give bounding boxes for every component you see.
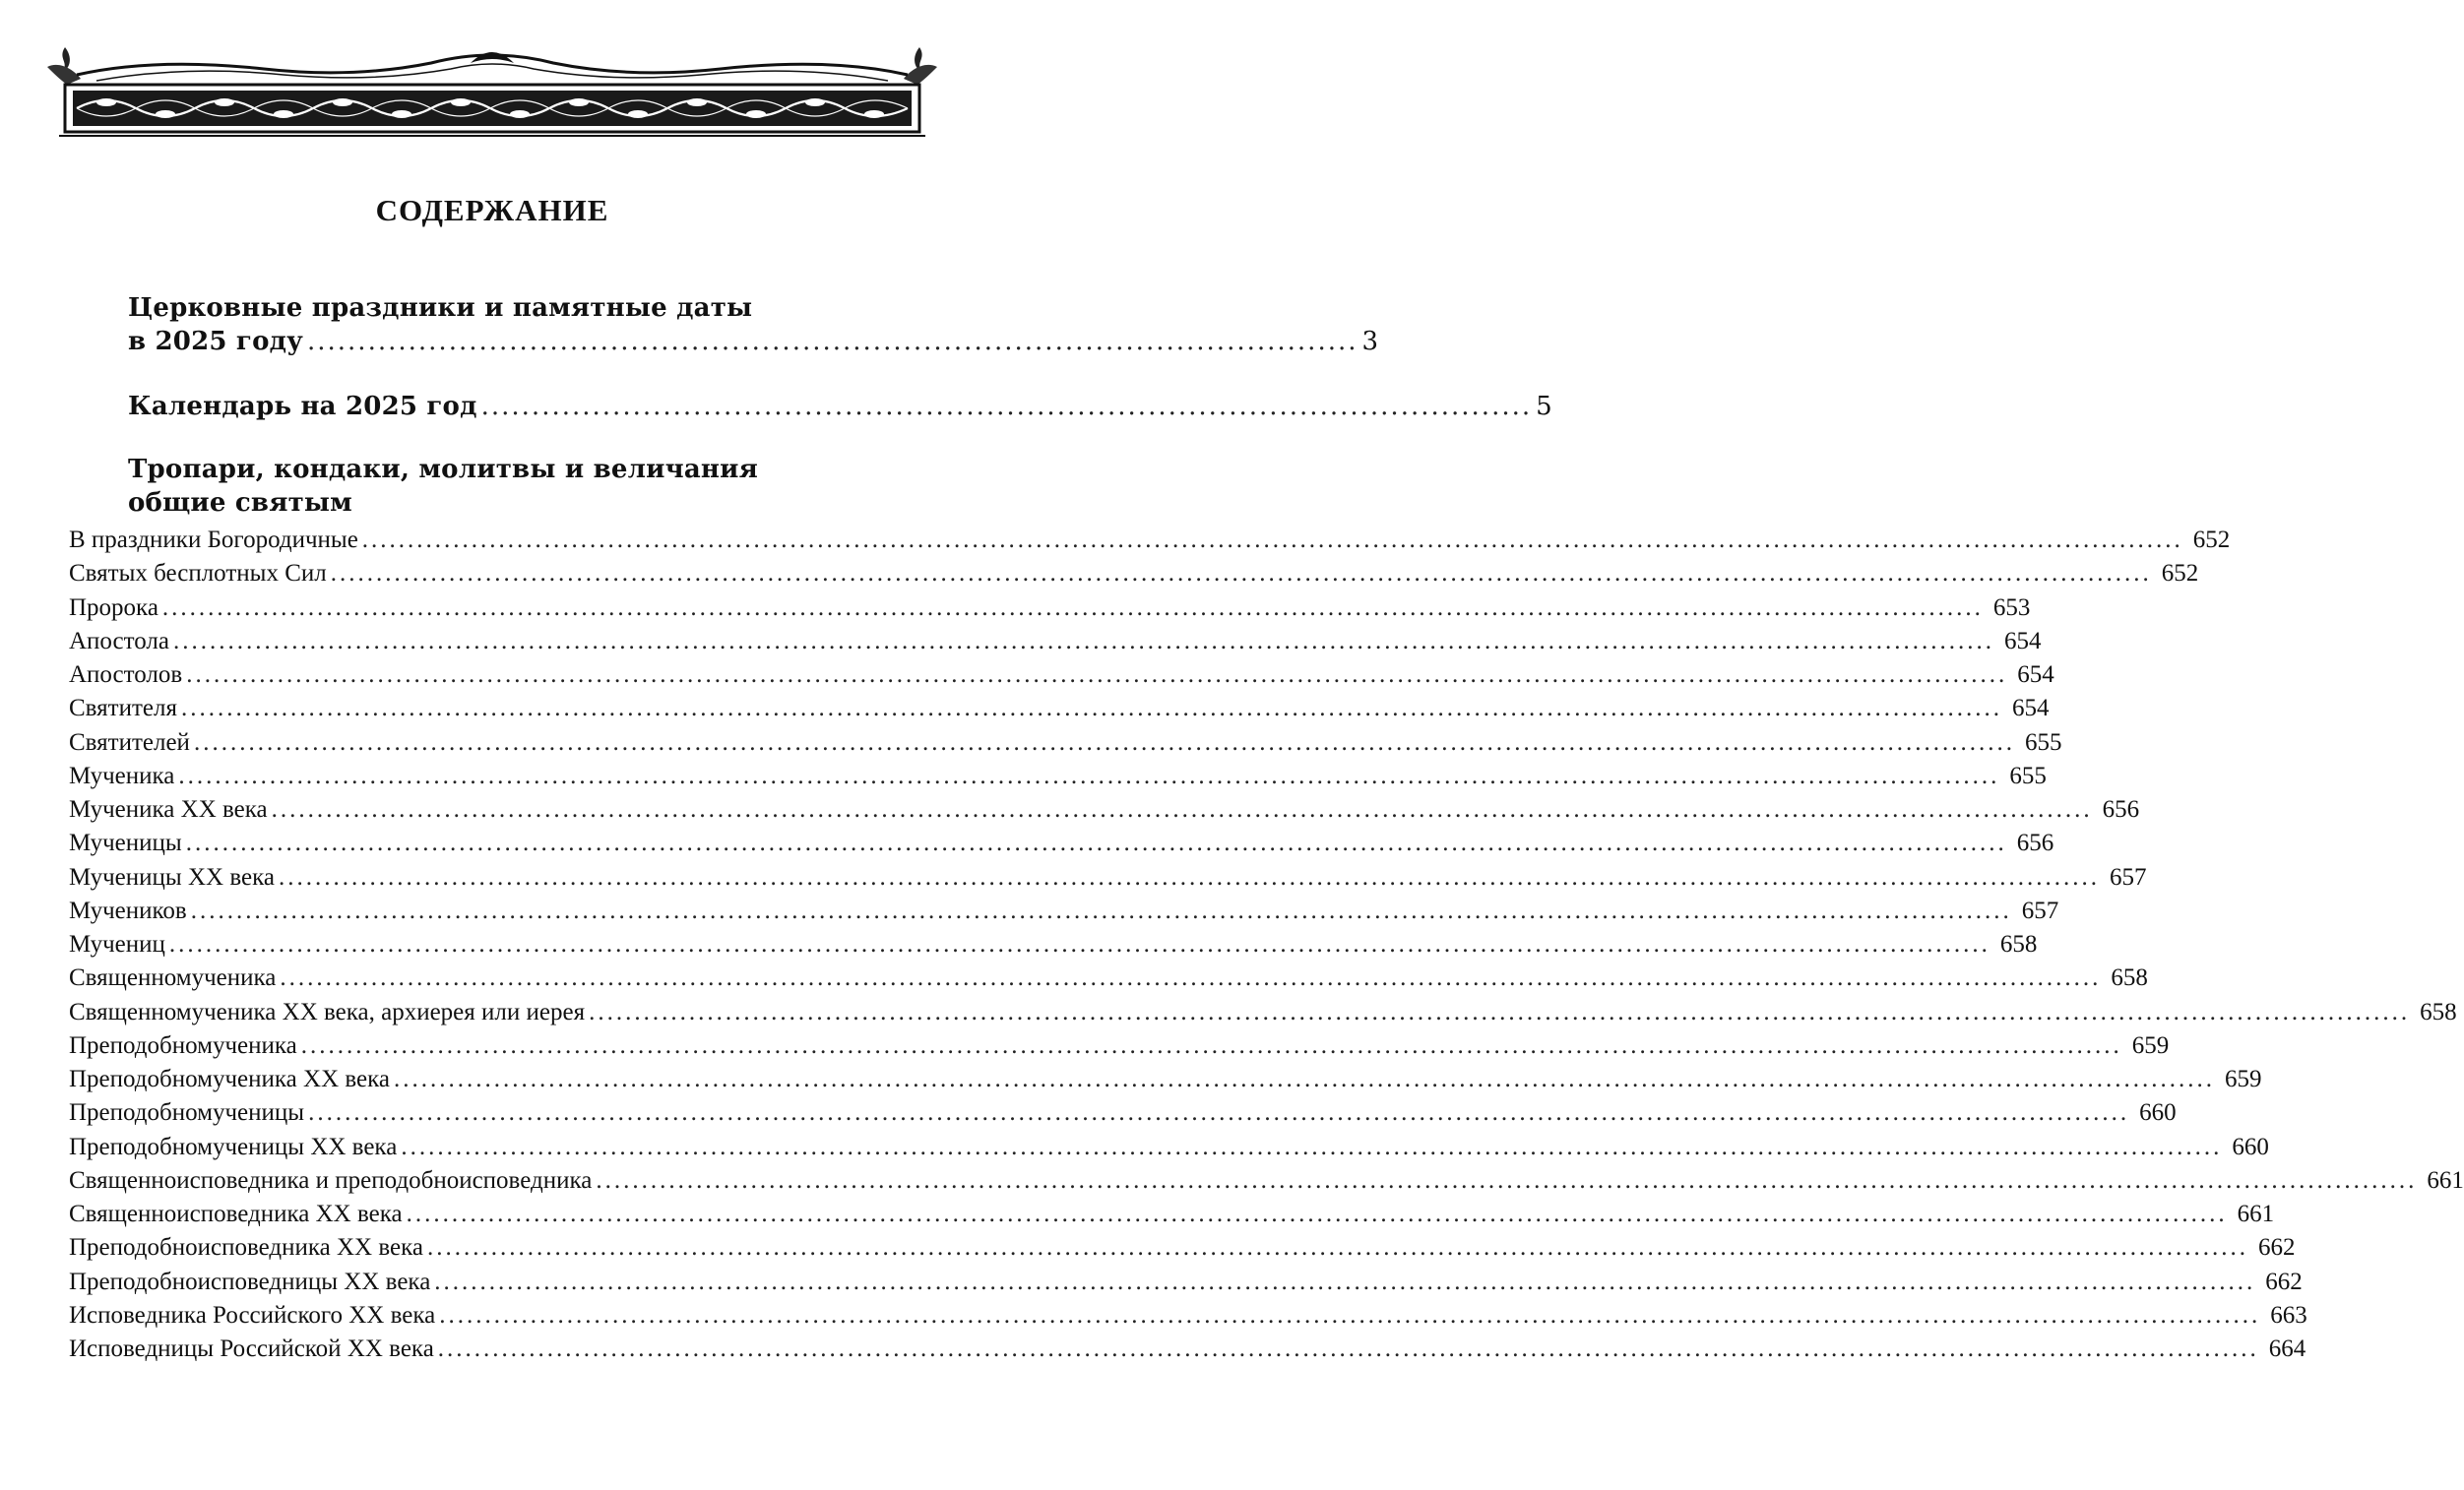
dot-leader: ........................................................................................................................................................................................................	[596, 1166, 2418, 1194]
toc-entry-title: Священномученика ХХ века, архиерея или иерея	[69, 998, 586, 1025]
toc-entry-title: Священноисповедника и преподобноисповедника	[69, 1166, 593, 1194]
toc-entry	[69, 895, 2059, 928]
toc-entry-title: Мучеников	[69, 897, 187, 924]
dot-leader: ........................................................................................................................................................................................................	[394, 1066, 2215, 1092]
toc-entry-page: 659	[2225, 1066, 2262, 1092]
toc-entries	[69, 524, 2464, 1366]
toc-entry-page: 656	[2016, 830, 2054, 857]
section-troparia-line1: Тропари, кондаки, молитвы и величания	[128, 455, 758, 484]
dot-leader: ........................................................................................................................................................................................................	[406, 1201, 2228, 1227]
dot-leader: ........................................................................................................................................................................................................	[185, 830, 2007, 857]
toc-entry-page: 664	[2268, 1335, 2306, 1362]
toc-entry	[69, 1063, 2262, 1096]
toc-entry	[69, 1266, 2303, 1299]
dot-leader: ........................................................................................................................................................................................................	[300, 1031, 2122, 1059]
toc-entry-page: 661	[2237, 1201, 2275, 1227]
toc-entry	[69, 557, 2199, 590]
toc-entry	[69, 1131, 2269, 1164]
torch-right-icon	[904, 47, 937, 85]
toc-entry-title: Мученика ХХ века	[69, 796, 268, 823]
section-calendar-title: Календарь на 2025 год	[128, 392, 477, 421]
section-holidays-line1: Церковные праздники и памятные даты	[128, 293, 753, 323]
toc-entry	[69, 861, 2147, 895]
toc-entry	[69, 1164, 2464, 1198]
toc-entry-page: 660	[2139, 1099, 2177, 1127]
dot-leader: ........................................................................................................................................................................................................	[178, 762, 2000, 789]
toc-entry-title: Святителя	[69, 695, 177, 722]
toc-entry	[69, 996, 2457, 1029]
toc-entry	[69, 692, 2050, 725]
dot-leader: ........................................................................................................................................................................................................	[439, 1301, 2261, 1329]
toc-entry	[69, 1198, 2275, 1231]
torch-left-icon	[47, 47, 81, 85]
toc-entry-title: Преподобноисповедника ХХ века	[69, 1234, 423, 1262]
toc-entry-title: Мученицы ХХ века	[69, 863, 275, 891]
dot-leader: ........................................................................................................................................................................................................	[190, 897, 2012, 924]
dot-leader: ........................................................................................................................................................................................................	[308, 1099, 2130, 1127]
toc-entry-title: Преподобномученицы	[69, 1099, 305, 1127]
dot-leader: ........................................................................................................................................................................................................	[168, 931, 1990, 958]
section-calendar-row	[128, 390, 1552, 423]
toc-entry-page: 655	[2024, 728, 2062, 756]
section-holidays	[128, 291, 1379, 358]
toc-entry-title: Священноисповедника ХХ века	[69, 1201, 403, 1227]
dot-leader: ........................................................................................................................................................................................................	[161, 593, 1984, 621]
dot-leader: ........................................................................................................................................................................................................	[401, 1133, 2223, 1160]
dot-leader: ........................................................................................................	[480, 392, 1533, 421]
dot-leader: ........................................................................................................................................................................................................	[437, 1335, 2259, 1362]
toc-entry-page: 657	[2021, 897, 2059, 924]
toc-entry-page: 663	[2270, 1301, 2307, 1329]
toc-entry	[69, 658, 2054, 692]
toc-entry-page: 661	[2427, 1166, 2464, 1194]
toc-entry	[69, 1096, 2177, 1130]
toc-entry-title: Исповедницы Российской ХХ века	[69, 1335, 434, 1362]
toc-entry	[69, 1231, 2296, 1265]
toc-entry-title: Преподобноисповедницы ХХ века	[69, 1268, 431, 1295]
toc-entry-page: 662	[2265, 1268, 2303, 1295]
toc-entry-page: 659	[2131, 1031, 2170, 1059]
page-title: СОДЕРЖАНИЕ	[375, 193, 609, 227]
toc-entry	[69, 962, 2148, 995]
section-holidays-row	[128, 325, 1379, 358]
toc-entry-page: 654	[2004, 627, 2042, 654]
section-holidays-line2: в 2025 году	[128, 327, 303, 356]
toc-entry	[69, 591, 2031, 625]
toc-entry-title: Преподобномученика ХХ века	[69, 1066, 390, 1092]
dot-leader: ........................................................................................................	[306, 327, 1358, 356]
dot-leader: ........................................................................................................................................................................................................	[186, 661, 2008, 688]
toc-entry-page: 662	[2257, 1234, 2296, 1262]
toc-entry-title: Апостолов	[69, 661, 183, 688]
toc-entry-page: 652	[2161, 560, 2199, 588]
section-holidays-page: 3	[1361, 327, 1379, 356]
toc-entry-page: 655	[2009, 762, 2047, 789]
toc-entry-title: Исповедника Российского ХХ века	[69, 1301, 436, 1329]
toc-entry	[69, 1029, 2170, 1063]
dot-leader: ........................................................................................................................................................................................................	[330, 560, 2152, 588]
toc-entry-title: Святых бесплотных Сил	[69, 560, 327, 588]
toc-entry	[69, 1333, 2306, 1366]
toc-entry	[69, 928, 2038, 962]
dot-leader: ........................................................................................................................................................................................................	[361, 527, 2183, 553]
toc-entry-page: 652	[2192, 527, 2231, 553]
header-ornament	[37, 39, 947, 138]
section-troparia	[128, 453, 935, 520]
dot-leader: ........................................................................................................................................................................................................	[280, 964, 2102, 992]
toc-entry-page: 656	[2102, 796, 2140, 823]
toc-entry	[69, 1299, 2307, 1333]
toc-entry-title: Священномученика	[69, 964, 277, 992]
toc-entry	[69, 827, 2054, 860]
toc-entry-page: 660	[2232, 1133, 2269, 1160]
toc-entry	[69, 760, 2047, 793]
section-calendar-page: 5	[1536, 392, 1552, 421]
dot-leader: ........................................................................................................................................................................................................	[434, 1268, 2256, 1295]
toc-entry-title: Святителей	[69, 728, 190, 756]
dot-leader: ........................................................................................................................................................................................................	[173, 627, 1994, 654]
toc-entry-title: Преподобномученицы ХХ века	[69, 1133, 398, 1160]
toc-entry-title: Преподобномученика	[69, 1031, 297, 1059]
toc-entry-page: 653	[1992, 593, 2031, 621]
toc-entry-title: Мучениц	[69, 931, 165, 958]
dot-leader: ........................................................................................................................................................................................................	[180, 695, 2002, 722]
toc-entry	[69, 625, 2042, 658]
dot-leader: ........................................................................................................................................................................................................	[271, 796, 2093, 823]
toc-entry-title: Мученика	[69, 762, 175, 789]
toc-entry-page: 658	[2111, 964, 2148, 992]
toc-entry-page: 657	[2109, 863, 2147, 891]
dot-leader: ........................................................................................................................................................................................................	[589, 998, 2411, 1025]
toc-entry-page: 658	[2420, 998, 2457, 1025]
dot-leader: ........................................................................................................................................................................................................	[278, 863, 2100, 891]
toc-entry	[69, 726, 2062, 760]
toc-entry-page: 658	[1999, 931, 2038, 958]
toc-entry-title: Мученицы	[69, 830, 182, 857]
toc-entry	[69, 793, 2140, 827]
toc-entry-title: Апостола	[69, 627, 169, 654]
toc-entry	[69, 524, 2231, 557]
section-troparia-line2: общие святым	[128, 488, 352, 518]
section-calendar	[128, 390, 1552, 423]
dot-leader: ........................................................................................................................................................................................................	[193, 728, 2015, 756]
toc-entry-title: Пророка	[69, 593, 158, 621]
dot-leader: ........................................................................................................................................................................................................	[426, 1234, 2248, 1262]
toc-entry-page: 654	[2017, 661, 2054, 688]
toc-entry-page: 654	[2011, 695, 2050, 722]
toc-entry-title: В праздники Богородичные	[69, 527, 358, 553]
